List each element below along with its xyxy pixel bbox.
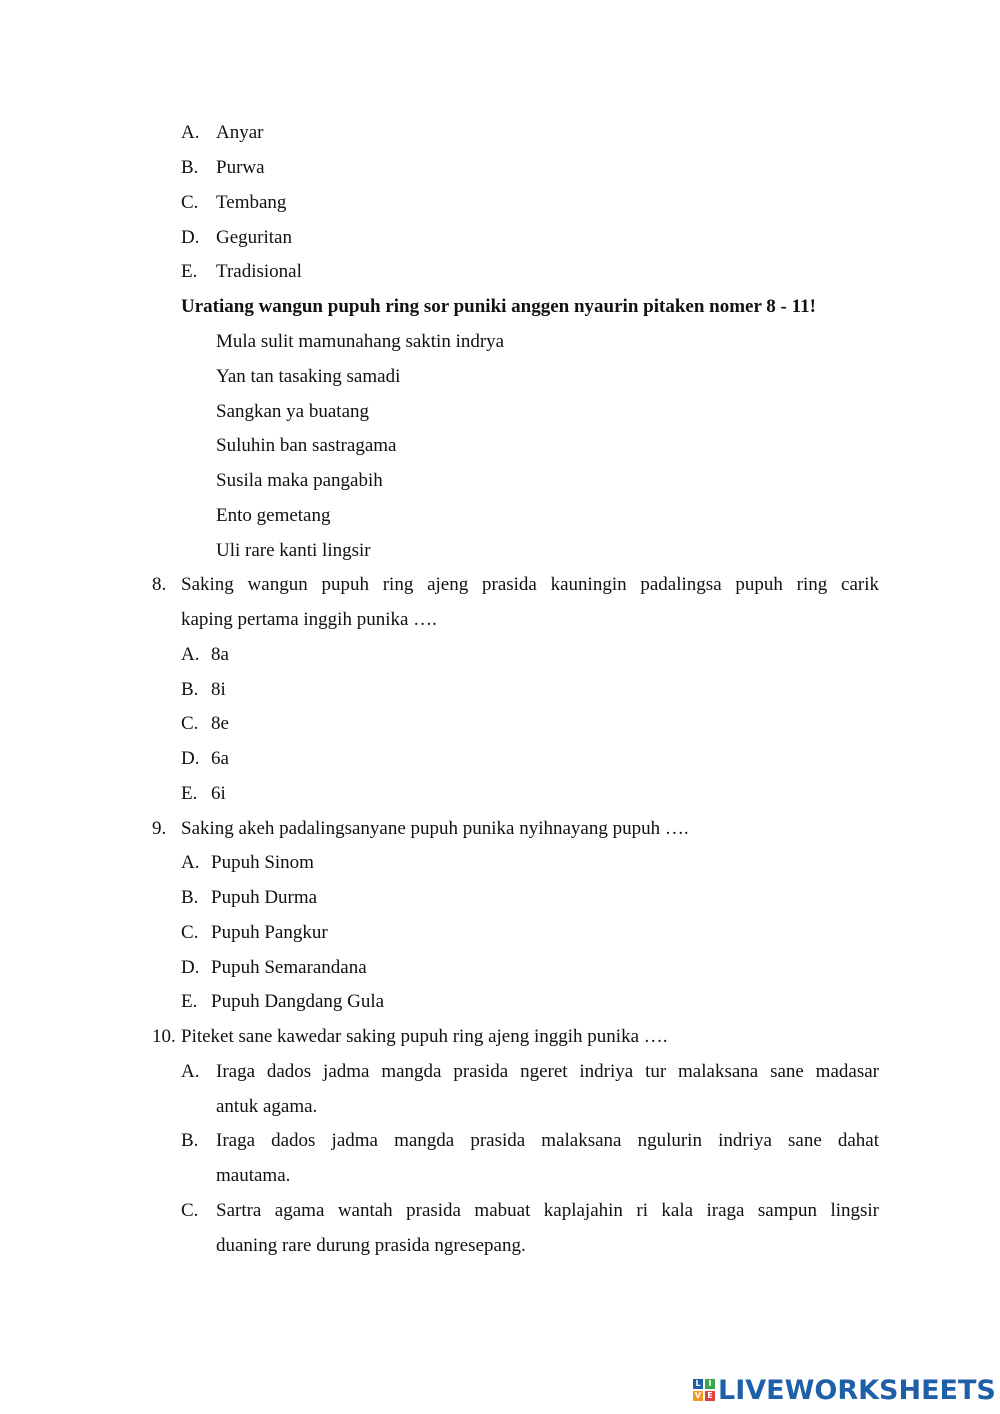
option-text: duaning rare durung prasida ngresepang.: [216, 1235, 526, 1256]
option-text: mautama.: [216, 1165, 291, 1186]
option-letter: A.: [181, 644, 200, 665]
option-letter: B.: [181, 679, 199, 700]
question-number: 10.: [152, 1026, 176, 1047]
question-text: kaping pertama inggih punika ….: [181, 609, 437, 630]
option-letter: C.: [181, 922, 199, 943]
question-text: Saking wangun pupuh ring ajeng prasida kauningin padalingsa pupuh ring carik: [181, 574, 879, 595]
logo-mark-tile: I: [705, 1379, 715, 1389]
option-text: Anyar: [216, 122, 264, 143]
option-text: Pupuh Durma: [211, 887, 318, 908]
poem-line: Yan tan tasaking samadi: [216, 366, 401, 387]
option-letter: B.: [181, 157, 199, 178]
option-text: 8i: [211, 679, 226, 700]
option-letter: A.: [181, 122, 200, 143]
option-text: 6i: [211, 783, 226, 804]
option-letter: D.: [181, 957, 200, 978]
option-text: Pupuh Pangkur: [211, 922, 328, 943]
logo-mark-icon: [693, 1379, 715, 1401]
poem-line: Sangkan ya buatang: [216, 401, 370, 422]
poem-line: Ento gemetang: [216, 505, 331, 526]
option-letter: E.: [181, 261, 198, 282]
question-text: Saking akeh padalingsanyane pupuh punika nyihnayang pupuh ….: [181, 818, 689, 839]
option-text: Iraga dados jadma mangda prasida ngeret indriya tur malaksana sane madasar: [216, 1061, 879, 1082]
option-text: Tembang: [216, 192, 287, 213]
option-letter: B.: [181, 887, 199, 908]
option-letter: A.: [181, 852, 200, 873]
option-text: 8e: [211, 713, 229, 734]
logo-mark-tile: E: [705, 1391, 715, 1401]
option-text: Geguritan: [216, 227, 292, 248]
question-number: 9.: [152, 818, 167, 839]
option-letter: E.: [181, 991, 198, 1012]
option-text: Pupuh Dangdang Gula: [211, 991, 385, 1012]
option-text: 8a: [211, 644, 229, 665]
option-letter: D.: [181, 748, 200, 769]
instruction-heading: Uratiang wangun pupuh ring sor puniki anggen nyaurin pitaken nomer 8 - 11!: [181, 296, 816, 317]
option-text: Sartra agama wantah prasida mabuat kaplajahin ri kala iraga sampun lingsir: [216, 1200, 879, 1221]
poem-line: Mula sulit mamunahang saktin indrya: [216, 331, 505, 352]
logo-mark-tile: L: [693, 1379, 703, 1389]
option-text: 6a: [211, 748, 229, 769]
option-text: Pupuh Sinom: [211, 852, 314, 873]
poem-line: Suluhin ban sastragama: [216, 435, 397, 456]
option-text: Purwa: [216, 157, 265, 178]
poem-line: Susila maka pangabih: [216, 470, 383, 491]
liveworksheets-logo: [693, 1374, 996, 1406]
option-letter: C.: [181, 1200, 199, 1221]
question-number: 8.: [152, 574, 167, 595]
option-text: Tradisional: [216, 261, 302, 282]
option-letter: B.: [181, 1130, 199, 1151]
option-text: antuk agama.: [216, 1096, 318, 1117]
logo-mark-tile: V: [694, 1391, 702, 1400]
option-text: Pupuh Semarandana: [211, 957, 367, 978]
option-letter: A.: [181, 1061, 200, 1082]
option-letter: D.: [181, 227, 200, 248]
question-text: Piteket sane kawedar saking pupuh ring ajeng inggih punika ….: [181, 1026, 668, 1047]
logo-text: LIVEWORKSHEETS: [718, 1374, 996, 1406]
poem-line: Uli rare kanti lingsir: [216, 540, 371, 561]
option-text: Iraga dados jadma mangda prasida malaksana ngulurin indriya sane dahat: [216, 1130, 879, 1151]
option-letter: C.: [181, 713, 199, 734]
option-letter: C.: [181, 192, 199, 213]
option-letter: E.: [181, 783, 198, 804]
